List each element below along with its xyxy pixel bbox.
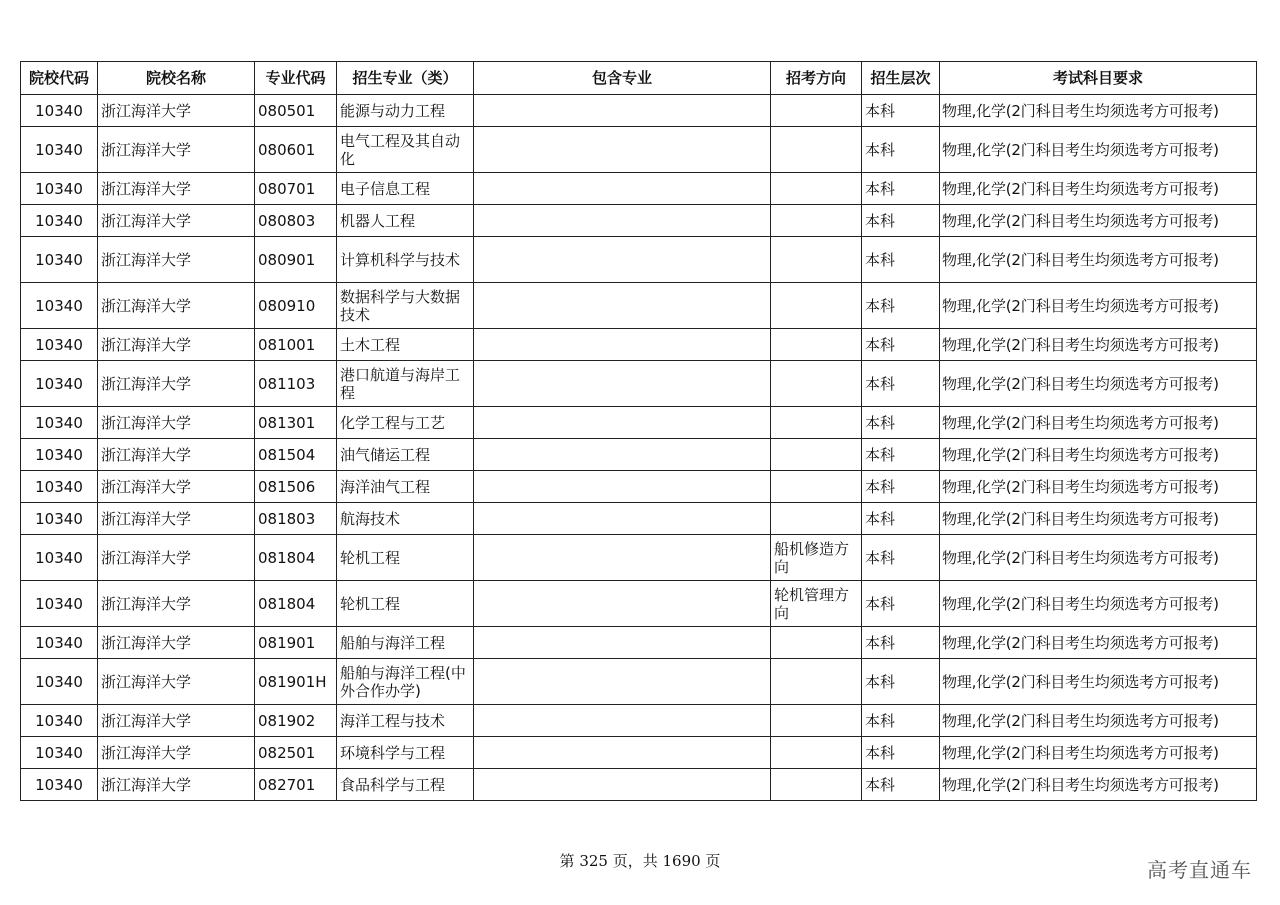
cell-school-name: 浙江海洋大学 — [98, 737, 255, 769]
cell-included-majors — [474, 95, 771, 127]
cell-requirement: 物理,化学(2门科目考生均须选考方可报考) — [940, 329, 1257, 361]
cell-level: 本科 — [862, 439, 940, 471]
cell-major-code: 081001 — [255, 329, 337, 361]
cell-included-majors — [474, 361, 771, 407]
cell-included-majors — [474, 407, 771, 439]
cell-school-name: 浙江海洋大学 — [98, 237, 255, 283]
cell-direction — [771, 361, 862, 407]
cell-requirement: 物理,化学(2门科目考生均须选考方可报考) — [940, 283, 1257, 329]
cell-level: 本科 — [862, 361, 940, 407]
cell-level: 本科 — [862, 769, 940, 801]
cell-included-majors — [474, 659, 771, 705]
watermark: 高考直通车 — [1147, 858, 1252, 882]
cell-major-code: 082501 — [255, 737, 337, 769]
cell-direction — [771, 127, 862, 173]
admission-table — [20, 61, 1257, 801]
cell-major: 电气工程及其自动化 — [337, 127, 474, 173]
cell-level: 本科 — [862, 283, 940, 329]
table-row — [21, 237, 1257, 283]
cell-major-code: 080901 — [255, 237, 337, 283]
header-school-code: 院校代码 — [21, 62, 98, 95]
cell-direction — [771, 439, 862, 471]
cell-requirement: 物理,化学(2门科目考生均须选考方可报考) — [940, 581, 1257, 627]
cell-school-code: 10340 — [21, 205, 98, 237]
cell-direction — [771, 627, 862, 659]
cell-school-name: 浙江海洋大学 — [98, 407, 255, 439]
cell-level: 本科 — [862, 659, 940, 705]
cell-direction — [771, 471, 862, 503]
cell-direction — [771, 769, 862, 801]
cell-requirement: 物理,化学(2门科目考生均须选考方可报考) — [940, 769, 1257, 801]
cell-requirement: 物理,化学(2门科目考生均须选考方可报考) — [940, 439, 1257, 471]
cell-direction — [771, 407, 862, 439]
cell-major: 机器人工程 — [337, 205, 474, 237]
cell-school-code: 10340 — [21, 361, 98, 407]
header-major: 招生专业（类） — [337, 62, 474, 95]
cell-school-name: 浙江海洋大学 — [98, 361, 255, 407]
cell-requirement: 物理,化学(2门科目考生均须选考方可报考) — [940, 659, 1257, 705]
cell-level: 本科 — [862, 627, 940, 659]
cell-school-code: 10340 — [21, 407, 98, 439]
cell-major-code: 080501 — [255, 95, 337, 127]
cell-school-name: 浙江海洋大学 — [98, 535, 255, 581]
header-included-majors: 包含专业 — [474, 62, 771, 95]
cell-major-code: 081103 — [255, 361, 337, 407]
table-row — [21, 439, 1257, 471]
cell-school-code: 10340 — [21, 283, 98, 329]
cell-requirement: 物理,化学(2门科目考生均须选考方可报考) — [940, 627, 1257, 659]
cell-direction — [771, 237, 862, 283]
table-row — [21, 503, 1257, 535]
cell-school-name: 浙江海洋大学 — [98, 659, 255, 705]
cell-school-code: 10340 — [21, 503, 98, 535]
cell-major-code: 080803 — [255, 205, 337, 237]
table-row — [21, 581, 1257, 627]
cell-direction — [771, 95, 862, 127]
cell-included-majors — [474, 581, 771, 627]
cell-included-majors — [474, 329, 771, 361]
header-school-name: 院校名称 — [98, 62, 255, 95]
cell-direction — [771, 173, 862, 205]
cell-school-code: 10340 — [21, 329, 98, 361]
cell-major-code: 080701 — [255, 173, 337, 205]
cell-requirement: 物理,化学(2门科目考生均须选考方可报考) — [940, 237, 1257, 283]
cell-requirement: 物理,化学(2门科目考生均须选考方可报考) — [940, 127, 1257, 173]
cell-major: 环境科学与工程 — [337, 737, 474, 769]
cell-included-majors — [474, 503, 771, 535]
cell-major-code: 081901 — [255, 627, 337, 659]
cell-level: 本科 — [862, 173, 940, 205]
cell-major: 港口航道与海岸工程 — [337, 361, 474, 407]
cell-major-code: 080910 — [255, 283, 337, 329]
header-requirement: 考试科目要求 — [940, 62, 1257, 95]
cell-major-code: 081803 — [255, 503, 337, 535]
cell-school-name: 浙江海洋大学 — [98, 471, 255, 503]
cell-level: 本科 — [862, 705, 940, 737]
cell-direction — [771, 205, 862, 237]
cell-school-code: 10340 — [21, 581, 98, 627]
cell-major-code: 081506 — [255, 471, 337, 503]
cell-school-name: 浙江海洋大学 — [98, 627, 255, 659]
cell-level: 本科 — [862, 471, 940, 503]
cell-level: 本科 — [862, 535, 940, 581]
cell-major: 化学工程与工艺 — [337, 407, 474, 439]
cell-included-majors — [474, 535, 771, 581]
cell-major: 轮机工程 — [337, 581, 474, 627]
table-row — [21, 329, 1257, 361]
cell-included-majors — [474, 439, 771, 471]
cell-level: 本科 — [862, 205, 940, 237]
cell-included-majors — [474, 283, 771, 329]
cell-major: 数据科学与大数据技术 — [337, 283, 474, 329]
cell-level: 本科 — [862, 95, 940, 127]
cell-requirement: 物理,化学(2门科目考生均须选考方可报考) — [940, 535, 1257, 581]
cell-direction — [771, 329, 862, 361]
cell-requirement: 物理,化学(2门科目考生均须选考方可报考) — [940, 737, 1257, 769]
cell-major-code: 081504 — [255, 439, 337, 471]
cell-included-majors — [474, 627, 771, 659]
table-row — [21, 283, 1257, 329]
cell-school-name: 浙江海洋大学 — [98, 173, 255, 205]
table-row — [21, 205, 1257, 237]
header-major-code: 专业代码 — [255, 62, 337, 95]
cell-school-code: 10340 — [21, 535, 98, 581]
cell-school-code: 10340 — [21, 769, 98, 801]
cell-major: 食品科学与工程 — [337, 769, 474, 801]
cell-requirement: 物理,化学(2门科目考生均须选考方可报考) — [940, 361, 1257, 407]
cell-school-name: 浙江海洋大学 — [98, 769, 255, 801]
cell-direction: 轮机管理方向 — [771, 581, 862, 627]
cell-school-code: 10340 — [21, 737, 98, 769]
cell-major: 船舶与海洋工程 — [337, 627, 474, 659]
header-level: 招生层次 — [862, 62, 940, 95]
cell-school-name: 浙江海洋大学 — [98, 329, 255, 361]
cell-level: 本科 — [862, 581, 940, 627]
cell-school-name: 浙江海洋大学 — [98, 283, 255, 329]
cell-included-majors — [474, 205, 771, 237]
cell-major: 计算机科学与技术 — [337, 237, 474, 283]
table-row — [21, 407, 1257, 439]
cell-requirement: 物理,化学(2门科目考生均须选考方可报考) — [940, 705, 1257, 737]
cell-school-name: 浙江海洋大学 — [98, 503, 255, 535]
cell-requirement: 物理,化学(2门科目考生均须选考方可报考) — [940, 173, 1257, 205]
cell-included-majors — [474, 705, 771, 737]
cell-major: 油气储运工程 — [337, 439, 474, 471]
cell-direction — [771, 503, 862, 535]
table-body — [21, 95, 1257, 801]
cell-major-code: 080601 — [255, 127, 337, 173]
cell-school-name: 浙江海洋大学 — [98, 705, 255, 737]
table-row — [21, 705, 1257, 737]
cell-level: 本科 — [862, 127, 940, 173]
cell-school-name: 浙江海洋大学 — [98, 205, 255, 237]
cell-major-code: 081301 — [255, 407, 337, 439]
cell-school-code: 10340 — [21, 95, 98, 127]
table-row — [21, 769, 1257, 801]
table-row — [21, 127, 1257, 173]
cell-level: 本科 — [862, 237, 940, 283]
cell-level: 本科 — [862, 407, 940, 439]
cell-included-majors — [474, 173, 771, 205]
page-indicator: 第 325 页，共 1690 页 — [559, 852, 721, 870]
cell-major: 能源与动力工程 — [337, 95, 474, 127]
table-row — [21, 627, 1257, 659]
table-row — [21, 471, 1257, 503]
cell-requirement: 物理,化学(2门科目考生均须选考方可报考) — [940, 205, 1257, 237]
cell-major: 航海技术 — [337, 503, 474, 535]
cell-requirement: 物理,化学(2门科目考生均须选考方可报考) — [940, 503, 1257, 535]
cell-major-code: 081902 — [255, 705, 337, 737]
table-header — [21, 62, 1257, 95]
table-row — [21, 659, 1257, 705]
cell-level: 本科 — [862, 737, 940, 769]
cell-included-majors — [474, 737, 771, 769]
table-row — [21, 95, 1257, 127]
cell-school-code: 10340 — [21, 127, 98, 173]
cell-school-code: 10340 — [21, 705, 98, 737]
cell-school-name: 浙江海洋大学 — [98, 581, 255, 627]
table-row — [21, 173, 1257, 205]
cell-included-majors — [474, 237, 771, 283]
cell-school-code: 10340 — [21, 627, 98, 659]
cell-school-code: 10340 — [21, 237, 98, 283]
table-row — [21, 361, 1257, 407]
cell-major: 海洋油气工程 — [337, 471, 474, 503]
cell-direction — [771, 283, 862, 329]
cell-direction — [771, 705, 862, 737]
cell-included-majors — [474, 127, 771, 173]
cell-direction — [771, 659, 862, 705]
cell-requirement: 物理,化学(2门科目考生均须选考方可报考) — [940, 407, 1257, 439]
table-row — [21, 535, 1257, 581]
cell-major: 电子信息工程 — [337, 173, 474, 205]
cell-requirement: 物理,化学(2门科目考生均须选考方可报考) — [940, 471, 1257, 503]
cell-major: 土木工程 — [337, 329, 474, 361]
cell-major-code: 081804 — [255, 581, 337, 627]
cell-school-name: 浙江海洋大学 — [98, 439, 255, 471]
cell-level: 本科 — [862, 503, 940, 535]
cell-school-name: 浙江海洋大学 — [98, 127, 255, 173]
cell-requirement: 物理,化学(2门科目考生均须选考方可报考) — [940, 95, 1257, 127]
cell-major-code: 081804 — [255, 535, 337, 581]
cell-included-majors — [474, 471, 771, 503]
cell-school-code: 10340 — [21, 439, 98, 471]
cell-major: 轮机工程 — [337, 535, 474, 581]
cell-direction — [771, 737, 862, 769]
cell-school-code: 10340 — [21, 173, 98, 205]
cell-level: 本科 — [862, 329, 940, 361]
cell-major: 船舶与海洋工程(中外合作办学) — [337, 659, 474, 705]
header-direction: 招考方向 — [771, 62, 862, 95]
cell-included-majors — [474, 769, 771, 801]
cell-major-code: 082701 — [255, 769, 337, 801]
table-row — [21, 737, 1257, 769]
cell-school-code: 10340 — [21, 471, 98, 503]
cell-major-code: 081901H — [255, 659, 337, 705]
cell-direction: 船机修造方向 — [771, 535, 862, 581]
cell-school-code: 10340 — [21, 659, 98, 705]
cell-major: 海洋工程与技术 — [337, 705, 474, 737]
cell-school-name: 浙江海洋大学 — [98, 95, 255, 127]
